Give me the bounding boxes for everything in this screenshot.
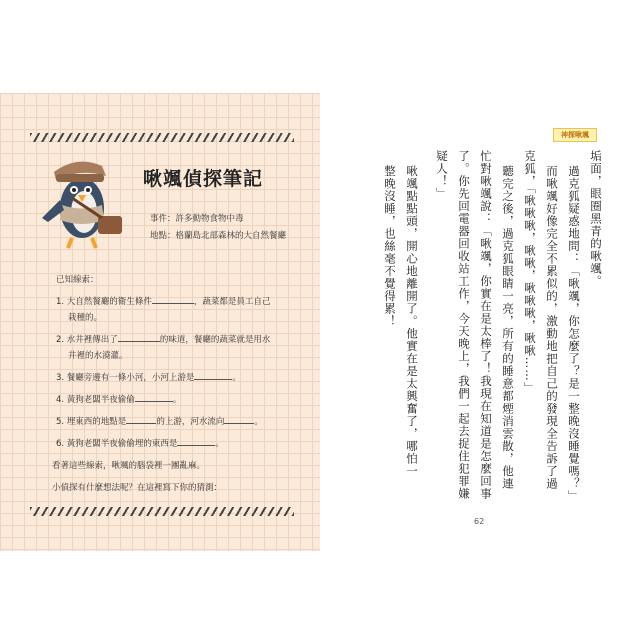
text-column-8: 疑人！」 [435, 150, 449, 200]
chapter-tag: 神探啾颯 [553, 128, 597, 142]
bottom-hatch-divider [30, 507, 294, 516]
answer-blank[interactable] [118, 333, 160, 342]
text-column-3: 而啾颯好像完全不累似的，激動地把自己的發現全告訴了過 [545, 165, 559, 490]
text-column-7: 了。你先回電器回收站工作，今天晚上，我們一起去捉住犯罪嫌 [457, 150, 471, 500]
notebook-title: 啾颯偵探筆記 [143, 168, 264, 190]
text-column-2: 過克狐疑惑地問：「啾颯，你怎麼了？是一整晚沒睡覺嗎？」 [567, 165, 581, 503]
top-hatch-divider [30, 133, 294, 142]
answer-blank[interactable] [194, 371, 232, 380]
list-item: 3. 餐廳旁邊有一條小河，小河上游是 。 [56, 373, 241, 383]
page-number: 62 [474, 517, 485, 526]
text-column-4: 克狐，「啾啾啾，啾啾，啾啾啾，啾啾……」 [523, 150, 537, 395]
text-column-1: 垢面，眼圈黑青的啾颯。 [589, 150, 603, 288]
list-item: 6. 黃狗老闆半夜偷偷埋的東西是 。 [56, 439, 224, 449]
case-label: 事件：許多動物食物中毒 [150, 214, 244, 224]
answer-blank[interactable] [135, 393, 173, 402]
text-column-9: 啾颯點點頭，開心地離開了。他實在是太興奮了，哪怕一 [405, 165, 419, 478]
text-column-5: 聽完之後，過克狐眼睛一亮，所有的睡意都煙消雲散，他連 [501, 165, 515, 490]
list-item: 1. 大自然餐廳的衛生條件 ，蔬菜都是員工自己 [56, 297, 271, 307]
place-label: 地點：格蘭島北部森林的大自然餐廳 [150, 231, 287, 241]
answer-blank[interactable] [224, 415, 254, 424]
text-column-6: 忙對啾颯說：「啾颯，你實在是太棒了！我現在知道是怎麼回事 [479, 150, 493, 500]
penguin-detective-icon [32, 150, 132, 260]
list-item: 4. 黃狗老闆半夜偷偷 。 [56, 395, 182, 405]
answer-blank[interactable] [177, 437, 215, 446]
case-info [150, 211, 286, 245]
text-column-10: 整晚沒睡，也絲毫不覺得累！ [383, 165, 397, 328]
list-item: 2. 水井裡傳出了 的味道，餐廳的蔬菜就是用水 [56, 335, 271, 345]
known-clues-heading: 已知線索： [56, 275, 99, 285]
answer-blank[interactable] [126, 415, 156, 424]
list-item: 小偵探有什麼想法呢？在這裡寫下你的猜測： [52, 483, 223, 493]
list-item: 井裡的水澆灌。 [68, 351, 128, 361]
answer-blank[interactable] [152, 295, 194, 304]
list-item: 5. 埋東西的地點是 的上游，河水流向 。 [56, 417, 263, 427]
list-item: 栽種的。 [68, 313, 103, 323]
list-item: 看著這些線索，啾颯的腦袋裡一團亂麻。 [52, 461, 206, 471]
